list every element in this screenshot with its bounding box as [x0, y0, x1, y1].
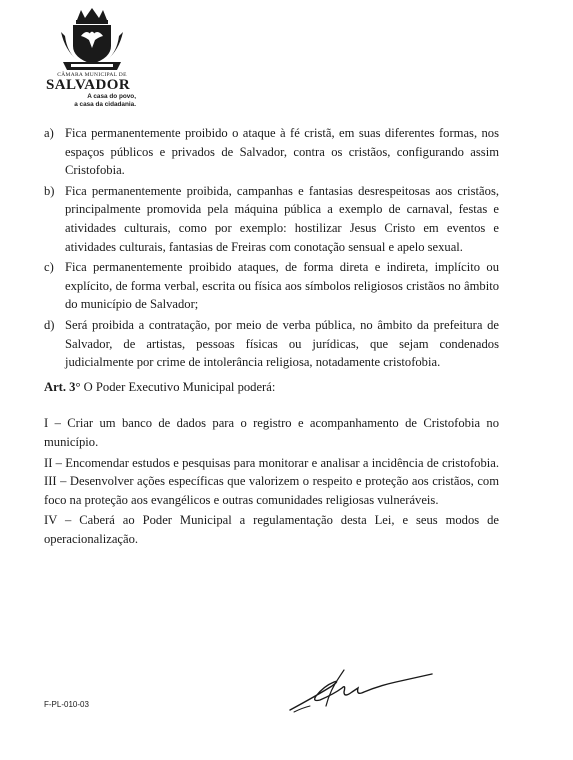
tagline: [44, 93, 140, 108]
item-text: Fica permanentemente proibida, campanhas e fantasias desrespeitosas aos cristãos, principalmente promovida pela máquina pública a exemplo de carnaval, festas e atividades culturais, como por exemplo: hostilizar Jesus Cristo em eventos e atividades culturais, fantasias de Freiras com conotação sensual e apelo sexual.: [65, 183, 499, 254]
signature-icon: [286, 666, 436, 718]
list-item: [44, 316, 499, 372]
list-item: [44, 258, 499, 314]
item-text: Será proibida a contratação, por meio de verba pública, no âmbito da prefeitura de Salvador, de artistas, pessoas físicas ou jurídicas, que sejam condenados judicialmente por crime de intolerância religiosa, notadamente cristofobia.: [65, 317, 499, 370]
list-item: [44, 182, 499, 256]
form-code: F-PL-010-03: [44, 700, 89, 709]
inciso-paragraph: IV – Caberá ao Poder Municipal a regulamentação desta Lei, e seus modos de operacionalização.: [44, 513, 499, 546]
item-marker: c): [44, 260, 54, 275]
letterhead: [44, 6, 140, 108]
item-text: Fica permanentemente proibido o ataque à fé cristã, em suas diferentes formas, nos espaços públicos e privados de Salvador, contra os cristãos, configurando assim Cristofobia.: [65, 126, 499, 178]
incisos-list: [44, 414, 499, 548]
article-text: O Poder Executivo Municipal poderá:: [83, 379, 276, 394]
item-text: Fica permanentemente proibido ataques, de forma direta e indireta, implícito ou explícito, de forma verbal, escrita ou física aos símbolos religiosos cristãos no âmbito do município de Salvador;: [65, 260, 499, 312]
inciso-paragraph: I – Criar um banco de dados para o registro e acompanhamento de Cristofobia no município.: [44, 416, 499, 449]
document-body: [44, 124, 499, 550]
camara-label: CÂMARA MUNICIPAL DE: [57, 72, 127, 78]
item-marker: b): [44, 183, 55, 198]
item-marker: d): [44, 317, 55, 332]
article-label: Art. 3°: [44, 379, 81, 394]
city-name: SALVADOR: [46, 77, 131, 93]
list-item: [44, 124, 499, 180]
inciso-paragraph: II – Encomendar estudos e pesquisas para monitorar e analisar a incidência de cristofobia. III – Desenvolver ações específicas que valorizem o respeito e proteção aos cristãos, com foco na proteção aos evangélicos e outras comunidades religiosas vulneráveis.: [44, 455, 499, 507]
salvador-crest-icon: [55, 6, 129, 72]
article-heading: [44, 378, 499, 397]
item-marker: a): [44, 126, 54, 140]
tagline-line-1: A casa do povo,: [87, 93, 136, 100]
tagline-line-2: a casa da cidadania.: [74, 100, 136, 108]
